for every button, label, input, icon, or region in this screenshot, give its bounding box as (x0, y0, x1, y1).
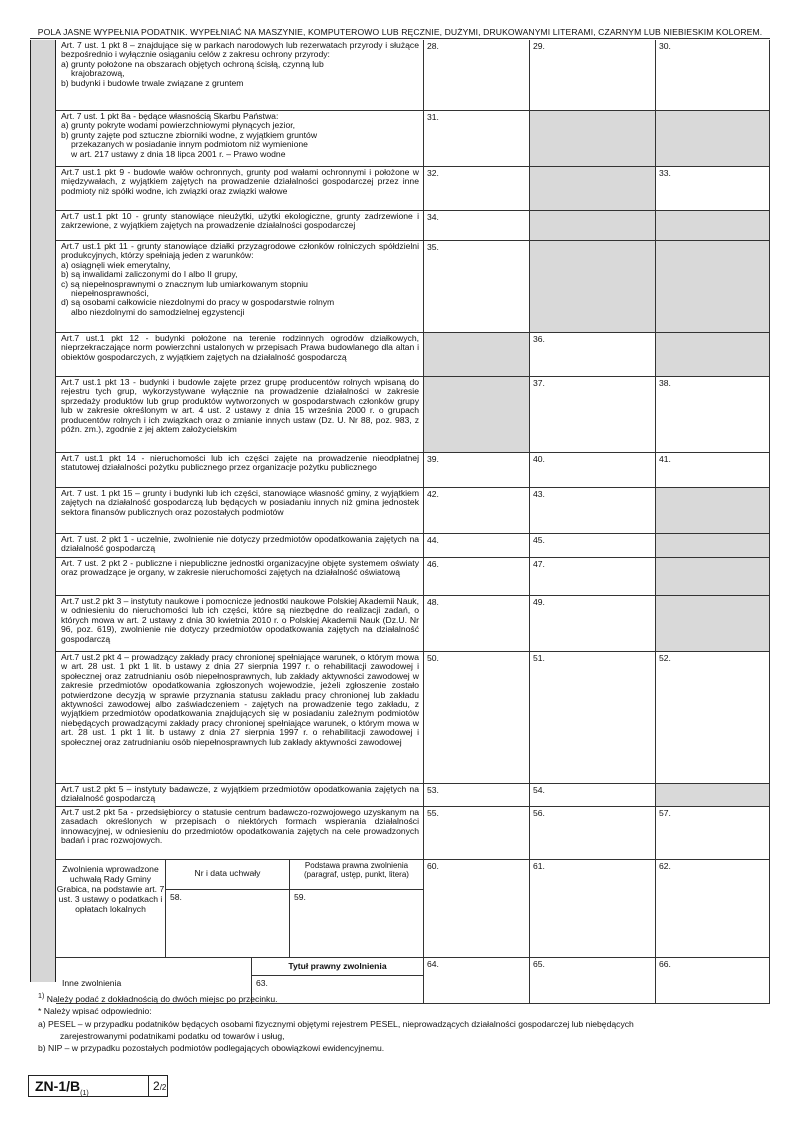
exemption-row (56, 333, 770, 377)
field-col-1[interactable]: 46. (424, 558, 530, 595)
field-col-2[interactable]: 65. (530, 958, 656, 1003)
field-col-2[interactable]: 47. (530, 558, 656, 595)
legal-title-header: Tytuł prawny zwolnienia (252, 958, 424, 976)
exemption-description: Art. 7 ust. 1 pkt 8a - będące własnością Skarbu Państwa: a) grunty pokryte wodami powierzchniowymi płynących jezior, b) grunty zajęte pod sztuczne zbiorniki wodne, z wyjątkiem gruntów przekazanych w posiadanie innym podmiotom niż wymienione w art. 217 ustawy z dnia 18 lipca 2001 r. – Prawo wodne (56, 111, 424, 166)
field-col-1 (424, 377, 530, 452)
form-code: $ZN-1/B_{(1)}$ (35, 1078, 89, 1097)
field-col-2[interactable]: 29. (530, 40, 656, 110)
field-col-3[interactable]: 38. (656, 377, 770, 452)
exemption-description: Art. 7 ust. 2 pkt 1 - uczelnie, zwolnienie nie dotyczy przedmiotów opodatkowania zajętych na działalność gospodarczą (56, 534, 424, 557)
footnotes (38, 990, 768, 1055)
field-col-3[interactable]: 66. (656, 958, 770, 1003)
exemption-description: Art.7 ust.1 pkt 10 - grunty stanowiące nieużytki, użytki ekologiczne, grunty zadrzewione i zakrzewione, z wyjątkiem zajętych na prowadzenie działalności gospodarczej (56, 211, 424, 240)
exemption-row (56, 167, 770, 211)
exemption-row (56, 40, 770, 111)
field-col-1[interactable]: 50. (424, 652, 530, 783)
footnote-1: $^{1)}$ Należy podać z dokładnością do dwóch miejsc po przecinku. (38, 992, 278, 1004)
field-col-1[interactable]: 28. (424, 40, 530, 110)
local-exemptions-label: Zwolnienia wprowadzone uchwałą Rady Gminy Grabica, na podstawie art. 7 ust. 3 ustawy o podatkach i opłatach lokalnych (56, 860, 166, 957)
exemption-description: Art.7 ust.2 pkt 5a - przedsiębiorcy o statusie centrum badawczo-rozwojowego uzyskanym na zasadach określonych w przepisach o niektórych formach wspierania działalności innowacyjnej, w odniesieniu do przedmiotów opodatkowania zajętych na cele prowadzonych badań i prac rozwojowych. (56, 807, 424, 859)
exemption-row (56, 241, 770, 333)
exemption-row (56, 652, 770, 784)
other-exemptions-label: Inne zwolnienia (56, 958, 252, 1003)
left-margin-strip (30, 40, 56, 982)
field-col-1[interactable]: 42. (424, 488, 530, 533)
exemption-row (56, 377, 770, 453)
resolution-field[interactable]: 58. (166, 890, 290, 957)
field-col-3 (656, 534, 770, 557)
legal-title-field[interactable]: 63. (252, 976, 424, 1003)
exemption-description: Art.7 ust.2 pkt 4 – prowadzący zakłady pracy chronionej spełniające warunek, o którym mowa w art. 28 ust. 1 pkt 1 lit. b ustawy z dnia 27 sierpnia 1997 r. o rehabilitacji zawodowej i społecznej oraz zatrudnianiu osób niepełnosprawnych, lub zakłady aktywności zawodowej w zakresie przedmiotów opodatkowania zgłoszonych wojewodzie, jeżeli zgłoszenie zostało potwierdzone decyzją w sprawie przyznania statusu zakładu pracy chronionej lub zakładu aktywności zawodowej albo zaświadczeniem - zajętych na prowadzenie tego zakładu, z wyjątkiem przedmiotów opodatkowania znajdujących się w posiadaniu zależnym podmiotów niebędących prowadzącymi zakłady pracy chronionej spełniające warunek, o którym mowa w art. 28 ust. 1 pkt 1 lit. b ustawy z dnia 27 sierpnia 1997 r. o rehabilitacji zawodowej i społecznej oraz zatrudnianiu osób niepełnosprawnych lub zakłady aktywności zawodowej (56, 652, 424, 783)
field-col-3[interactable]: 33. (656, 167, 770, 210)
field-col-1[interactable]: 64. (424, 958, 530, 1003)
field-col-1[interactable]: 48. (424, 596, 530, 651)
field-col-3 (656, 111, 770, 166)
exemption-row (56, 211, 770, 241)
field-col-3 (656, 333, 770, 376)
resolution-header: Nr i data uchwały (166, 860, 290, 890)
field-col-3[interactable]: 52. (656, 652, 770, 783)
exemption-description: Art.7 ust.1 pkt 9 - budowle wałów ochronnych, grunty pod wałami ochronnymi i położone w międzywałach, z wyjątkiem zajętych na prowadzenie działalności gospodarczej przez inne podmioty niż spółki wodne, ich związki oraz związki wałowe (56, 167, 424, 210)
field-col-3 (656, 241, 770, 332)
field-col-3 (656, 211, 770, 240)
exemption-description: Art.7 ust.1 pkt 14 - nieruchomości lub ich części zajęte na prowadzenie nieodpłatnej statutowej działalności pożytku publicznego przez organizacje pożytku publicznego (56, 453, 424, 487)
field-col-3[interactable]: 41. (656, 453, 770, 487)
field-col-1[interactable]: 53. (424, 784, 530, 806)
legal-basis-field[interactable]: 59. (290, 890, 424, 957)
exemption-description: Art. 7 ust. 1 pkt 15 – grunty i budynki lub ich części, stanowiące własność gminy, z wyjątkiem zajętych na działalność gospodarczą lub będących w posiadaniu innych niż gmina jednostek sektora finansów publicznych oraz pozostałych podmiotów (56, 488, 424, 533)
exemption-row (56, 534, 770, 558)
field-col-2 (530, 111, 656, 166)
field-col-1[interactable]: 34. (424, 211, 530, 240)
field-col-2[interactable]: 56. (530, 807, 656, 859)
field-col-2[interactable]: 37. (530, 377, 656, 452)
form-instructions-header: POLA JASNE WYPEŁNIA PODATNIK. WYPEŁNIAĆ NA MASZYNIE, KOMPUTEROWO LUB RĘCZNIE, DUŻYMI, DRUKOWANYMI LITERAMI, CZARNYM LUB NIEBIESKIM KOLOREM. (37, 27, 763, 37)
field-col-1[interactable]: 31. (424, 111, 530, 166)
field-col-2[interactable]: 36. (530, 333, 656, 376)
field-col-2 (530, 241, 656, 332)
footnote-2a-cont: zarejestrowanymi podatnikami podatku od towarów i usług, (60, 1031, 285, 1042)
field-col-3 (656, 558, 770, 595)
exemptions-table (30, 40, 770, 988)
field-col-2[interactable]: 49. (530, 596, 656, 651)
exemption-description: Art.7 ust.1 pkt 12 - budynki położone na terenie rodzinnych ogrodów działkowych, nieprzekraczające norm powierzchni ustalonych w przepisach Prawa budowlanego dla altan i obiektów gospodarczych, z wyjątkiem zajętych na działalność gospodarczą (56, 333, 424, 376)
exemption-description: Art.7 ust.1 pkt 13 - budynki i budowle zajęte przez grupę producentów rolnych wpisaną do rejestru tych grup, wykorzystywane wyłącznie na prowadzenie działalności w zakresie sprzedaży produktów lub grup produktów wytworzonych w gospodarstwach członków grupy lub w zakresie określonym w art. 4 ust. 2 ustawy z dnia 15 września 2000 r. o grupach producentów rolnych i ich związkach oraz o zmianie innych ustaw (Dz. U. Nr 88, poz. 983, z późn. zm.), zgodnie z jej aktem założycielskim (56, 377, 424, 452)
exemption-description: Art.7 ust.2 pkt 3 – instytuty naukowe i pomocnicze jednostki naukowe Polskiej Akademii Nauk, w odniesieniu do nieruchomości lub ich części, które są niezbędne do realizacji zadań, o których mowa w art. 2 ustawy z dnia 30 kwietnia 2010 r. o Polskiej Akademii Nauk (Dz.U. Nr 96, poz. 619), zwolnienie nie dotyczy przedmiotów opodatkowania zajętych na działalność gospodarczą (56, 596, 424, 651)
field-col-2[interactable]: 45. (530, 534, 656, 557)
field-col-3 (656, 596, 770, 651)
exemption-row (56, 453, 770, 488)
exemption-row (56, 111, 770, 167)
field-col-1[interactable]: 60. (424, 860, 530, 957)
field-col-3 (656, 488, 770, 533)
page-number: 2/2 (153, 1079, 167, 1093)
field-col-1[interactable]: 39. (424, 453, 530, 487)
field-col-2 (530, 167, 656, 210)
exemption-row (56, 488, 770, 534)
field-col-2[interactable]: 51. (530, 652, 656, 783)
exemption-row (56, 596, 770, 652)
exemption-row (56, 807, 770, 860)
field-col-2[interactable]: 43. (530, 488, 656, 533)
exemption-description: Art. 7 ust. 2 pkt 2 - publiczne i niepubliczne jednostki organizacyjne objęte systemem oświaty oraz prowadzące je organy, w zakresie nieruchomości zajętych na działalność oświatową (56, 558, 424, 595)
field-col-1 (424, 333, 530, 376)
field-col-1[interactable]: 35. (424, 241, 530, 332)
field-col-3[interactable]: 62. (656, 860, 770, 957)
field-col-2 (530, 211, 656, 240)
field-col-2[interactable]: 54. (530, 784, 656, 806)
exemption-row (56, 558, 770, 596)
field-col-3[interactable]: 30. (656, 40, 770, 110)
local-exemptions-row (56, 860, 770, 958)
field-col-1[interactable]: 44. (424, 534, 530, 557)
exemption-row (56, 784, 770, 807)
field-col-2[interactable]: 40. (530, 453, 656, 487)
footnote-2: * Należy wpisać odpowiednio: (38, 1006, 152, 1017)
exemption-description: Art.7 ust.2 pkt 5 – instytuty badawcze, z wyjątkiem przedmiotów opodatkowania zajętych na działalność gospodarczą (56, 784, 424, 806)
exemption-description: Art.7 ust.1 pkt 11 - grunty stanowiące działki przyzagrodowe członków rolniczych spółdzielni produkcyjnych, którzy spełniają jeden z warunków: a) osiągnęli wiek emerytalny, b) są inwalidami zaliczonymi do I albo II grupy, c) są niepełnosprawnymi o znacznym lub umiarkowanym stopniu niepełnosprawności, d) są osobami całkowicie niezdolnymi do pracy w gospodarstwie rolnym albo niezdolnymi do samodzielnej egzystencji (56, 241, 424, 332)
form-code-box (28, 1075, 168, 1097)
field-col-1[interactable]: 55. (424, 807, 530, 859)
footnote-2b: b) NIP – w przypadku pozostałych podmiotów podlegających obowiązkowi ewidencyjnemu. (38, 1043, 385, 1054)
field-col-3[interactable]: 57. (656, 807, 770, 859)
field-col-1[interactable]: 32. (424, 167, 530, 210)
field-col-2[interactable]: 61. (530, 860, 656, 957)
field-col-3 (656, 784, 770, 806)
header-divider (30, 38, 770, 39)
footnote-2a: a) PESEL – w przypadku podatników będących osobami fizycznymi objętymi rejestrem PESEL, nieprowadzących działalności gospodarczej lub niebędących (38, 1018, 634, 1029)
exemption-description: Art. 7 ust. 1 pkt 8 – znajdujące się w parkach narodowych lub rezerwatach przyrody i służące bezpośrednio i wyłącznie osiąganiu celów z zakresu ochrony przyrody: a) grunty położone na obszarach objętych ochroną ścisłą, czynną lub krajobrazową, b) budynki i budowle trwale związane z gruntem (56, 40, 424, 110)
legal-basis-header: Podstawa prawna zwolnienia (paragraf, ustęp, punkt, litera) (290, 860, 424, 890)
